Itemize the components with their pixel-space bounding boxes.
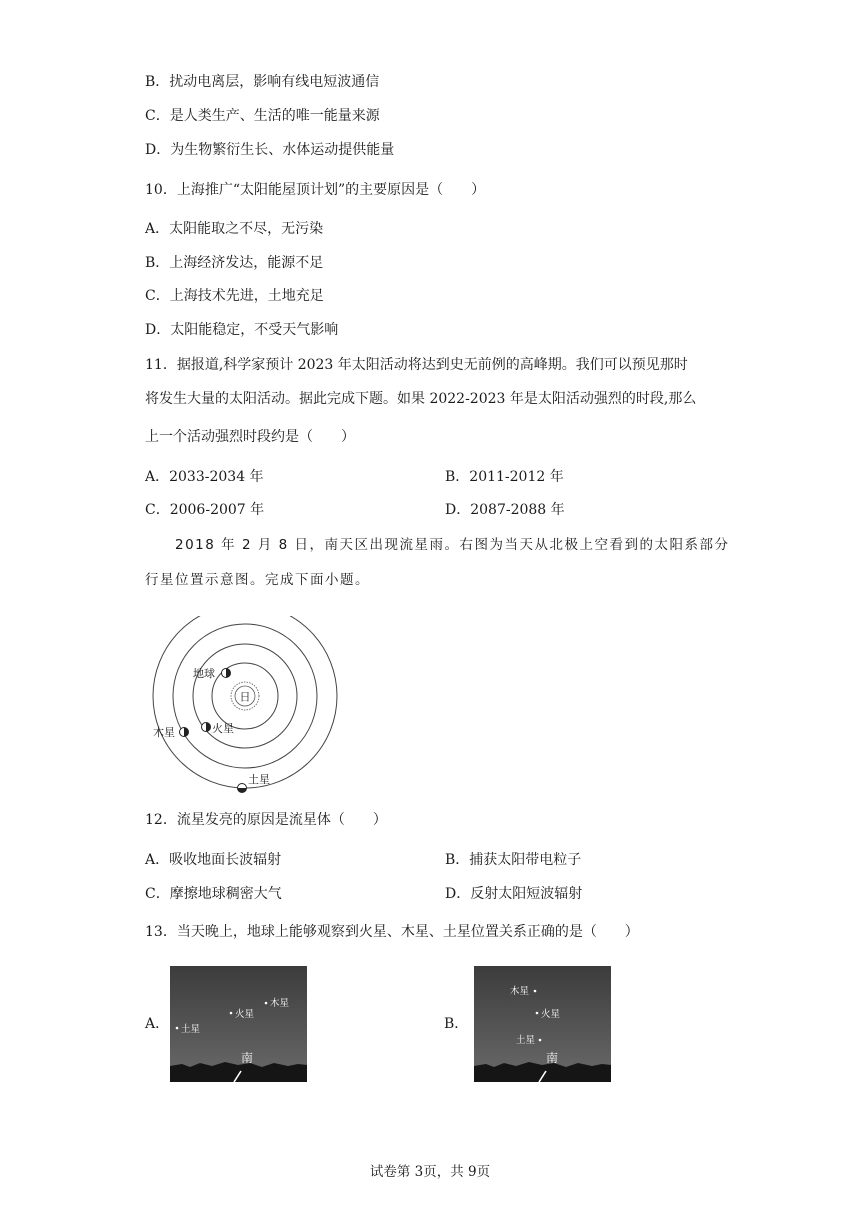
mars-label: 火星 bbox=[212, 722, 234, 735]
q11-stem-line2: 将发生大量的太阳活动。据此完成下题。如果 2022-2023 年是太阳活动强烈的时段,那么 bbox=[145, 391, 697, 407]
q10-option-a: A．太阳能取之不尽，无污染 bbox=[145, 221, 324, 237]
earth-label: 地球 bbox=[193, 667, 215, 680]
q11-stem-line1: 11．据报道,科学家预计 2023 年太阳活动将达到史无前例的高峰期。我们可以预见那时 bbox=[145, 357, 688, 373]
passage-line2: 行星位置示意图。完成下面小题。 bbox=[145, 572, 370, 588]
sky-a-south: 南 bbox=[240, 1051, 254, 1065]
q9-option-c: C．是人类生产、生活的唯一能量来源 bbox=[145, 108, 380, 124]
q13-option-a-sky-image bbox=[170, 966, 307, 1086]
q9-option-b: B．扰动电离层，影响有线电短波通信 bbox=[145, 74, 380, 90]
jupiter-label: 木星 bbox=[153, 726, 175, 739]
mars-icon bbox=[202, 723, 211, 732]
earth-icon bbox=[222, 669, 231, 678]
q9-option-d: D．为生物繁衍生长、水体运动提供能量 bbox=[145, 142, 395, 158]
q12-option-a: A．吸收地面长波辐射 bbox=[145, 852, 282, 868]
solar-system-diagram bbox=[148, 616, 348, 806]
sky-a-jupiter: 木星 bbox=[270, 998, 290, 1009]
sky-b-mars: 火星 bbox=[541, 1009, 561, 1020]
q12-stem: 12．流星发亮的原因是流星体（ ） bbox=[145, 812, 387, 828]
saturn-icon bbox=[238, 784, 247, 793]
sky-a-saturn: 土星 bbox=[181, 1024, 201, 1035]
sun-label: 日 bbox=[239, 690, 251, 704]
q11-option-d: D．2087-2088 年 bbox=[445, 502, 565, 518]
sky-b-saturn: 土星 bbox=[516, 1035, 536, 1046]
q13-option-b-sky-image bbox=[474, 966, 611, 1086]
q10-option-b: B．上海经济发达，能源不足 bbox=[145, 255, 324, 271]
sky-a-mars: 火星 bbox=[235, 1009, 255, 1020]
page-footer: 试卷第 3页，共 9页 bbox=[369, 1164, 491, 1180]
q10-option-c: C．上海技术先进，土地充足 bbox=[145, 288, 324, 304]
q12-option-c: C．摩擦地球稠密大气 bbox=[145, 886, 282, 902]
q10-option-d: D．太阳能稳定，不受天气影响 bbox=[145, 322, 339, 338]
jupiter-icon bbox=[180, 728, 189, 737]
sky-b-south: 南 bbox=[545, 1051, 559, 1065]
q11-option-b: B．2011-2012 年 bbox=[445, 469, 564, 485]
q13-stem: 13．当天晚上，地球上能够观察到火星、木星、土星位置关系正确的是（ ） bbox=[145, 924, 639, 940]
passage-line1: 2018 年 2 月 8 日，南天区出现流星雨。右图为当天从北极上空看到的太阳系部分 bbox=[175, 537, 730, 553]
sky-b-jupiter: 木星 bbox=[510, 986, 530, 997]
q10-stem: 10．上海推广“太阳能屋顶计划”的主要原因是（ ） bbox=[145, 182, 486, 198]
q11-stem-line3: 上一个活动强烈时段约是（ ） bbox=[145, 429, 355, 445]
q11-option-a: A．2033-2034 年 bbox=[145, 469, 264, 485]
q13-option-a-label: A． bbox=[145, 1016, 170, 1032]
q12-option-d: D．反射太阳短波辐射 bbox=[445, 886, 583, 902]
q11-option-c: C．2006-2007 年 bbox=[145, 502, 265, 518]
q13-option-b-label: B． bbox=[444, 1016, 469, 1032]
q12-option-b: B．捕获太阳带电粒子 bbox=[445, 852, 582, 868]
saturn-label: 土星 bbox=[248, 773, 270, 786]
